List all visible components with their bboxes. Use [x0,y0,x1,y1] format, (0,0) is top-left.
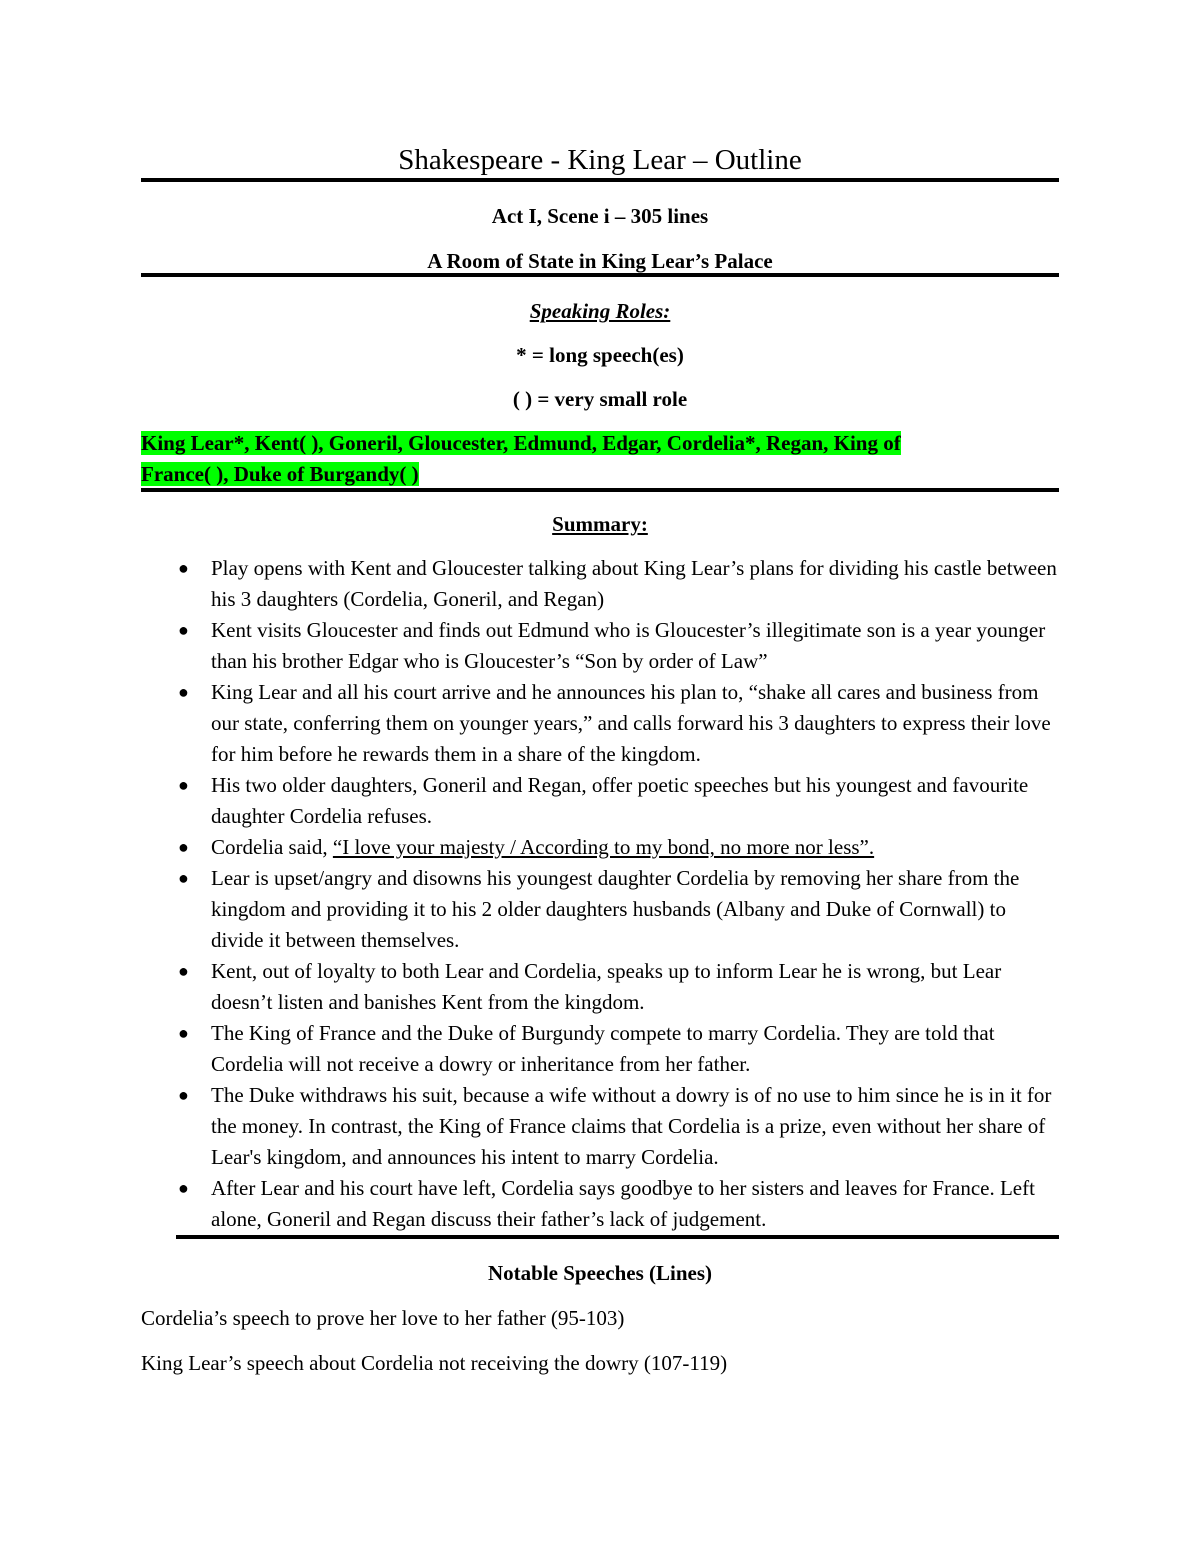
summary-item: ● After Lear and his court have left, Cordelia says goodbye to her sisters and leaves for France. Left alone, Goneril and Regan discuss their father’s lack of judgement. [178,1173,1059,1235]
summary-item: ● The King of France and the Duke of Burgundy compete to marry Cordelia. They are told that Cordelia will not receive a dowry or inheritance from her father. [178,1018,1059,1080]
scene-location: A Room of State in King Lear’s Palace [427,249,773,273]
summary-item: ● King Lear and all his court arrive and he announces his plan to, “shake all cares and business from our state, conferring them on younger years,” and calls forward his 3 daughters to express their love for him before he rewards them in a share of the kingdom. [178,677,1059,770]
bullet-icon: ● [178,1085,189,1105]
legend-small-role: ( ) = very small role [512,387,688,411]
legend-long-speech: * = long speech(es) [516,343,684,367]
bullet-icon: ● [178,620,189,640]
summary-item: ● His two older daughters, Goneril and Regan, offer poetic speeches but his youngest and favourite daughter Cordelia refuses. [178,770,1059,832]
bullet-icon: ● [178,961,189,981]
summary-item: ● Cordelia said, “I love your majesty / According to my bond, no more nor less”. [178,832,1059,863]
summary-item: ● The Duke withdraws his suit, because a wife without a dowry is of no use to him since he is in it for the money. In contrast, the King of France claims that Cordelia is a prize, even without her share of Lear's kingdom, and announces his intent to marry Cordelia. [178,1080,1059,1173]
notable-speech-item: King Lear’s speech about Cordelia not receiving the dowry (107-119) [141,1351,728,1375]
speaking-roles-heading: Speaking Roles: [529,299,671,323]
summary-item: ● Lear is upset/angry and disowns his youngest daughter Cordelia by removing her share from the kingdom and providing it to his 2 older daughters husbands (Albany and Duke of Cornwall) to divide it between themselves. [178,863,1059,956]
cordelia-quote: “I love your majesty / According to my bond, no more nor less”. [332,835,875,859]
scene-heading: Act I, Scene i – 305 lines [491,204,709,228]
cast-divider [141,488,1059,492]
cast-line-1: King Lear*, Kent( ), Goneril, Gloucester, Edmund, Edgar, Cordelia*, Regan, King of [141,431,901,455]
bullet-icon: ● [178,558,189,578]
cast-list [141,428,1059,490]
cast-line-2: France( ), Duke of Burgandy( ) [141,462,419,486]
title-divider [141,178,1059,182]
summary-item: ● Kent, out of loyalty to both Lear and Cordelia, speaks up to inform Lear he is wrong, but Lear doesn’t listen and banishes Kent from the kingdom. [178,956,1059,1018]
summary-item: ● Play opens with Kent and Gloucester talking about King Lear’s plans for dividing his castle between his 3 daughters (Cordelia, Goneril, and Regan) [178,553,1059,615]
summary-heading: Summary: [552,512,648,536]
summary-item: ● Kent visits Gloucester and finds out Edmund who is Gloucester’s illegitimate son is a year younger than his brother Edgar who is Gloucester’s “Son by order of Law” [178,615,1059,677]
summary-divider [176,1235,1059,1239]
bullet-icon: ● [178,868,189,888]
bullet-icon: ● [178,1178,189,1198]
bullet-icon: ● [178,837,189,857]
summary-list [178,553,1059,1235]
notable-speeches-heading: Notable Speeches (Lines) [488,1261,712,1285]
bullet-icon: ● [178,682,189,702]
document-page [141,0,1059,1553]
page-title: Shakespeare - King Lear – Outline [398,144,802,176]
notable-speech-item: Cordelia’s speech to prove her love to her father (95-103) [141,1306,625,1330]
bullet-icon: ● [178,775,189,795]
location-divider [141,273,1059,277]
bullet-icon: ● [178,1023,189,1043]
